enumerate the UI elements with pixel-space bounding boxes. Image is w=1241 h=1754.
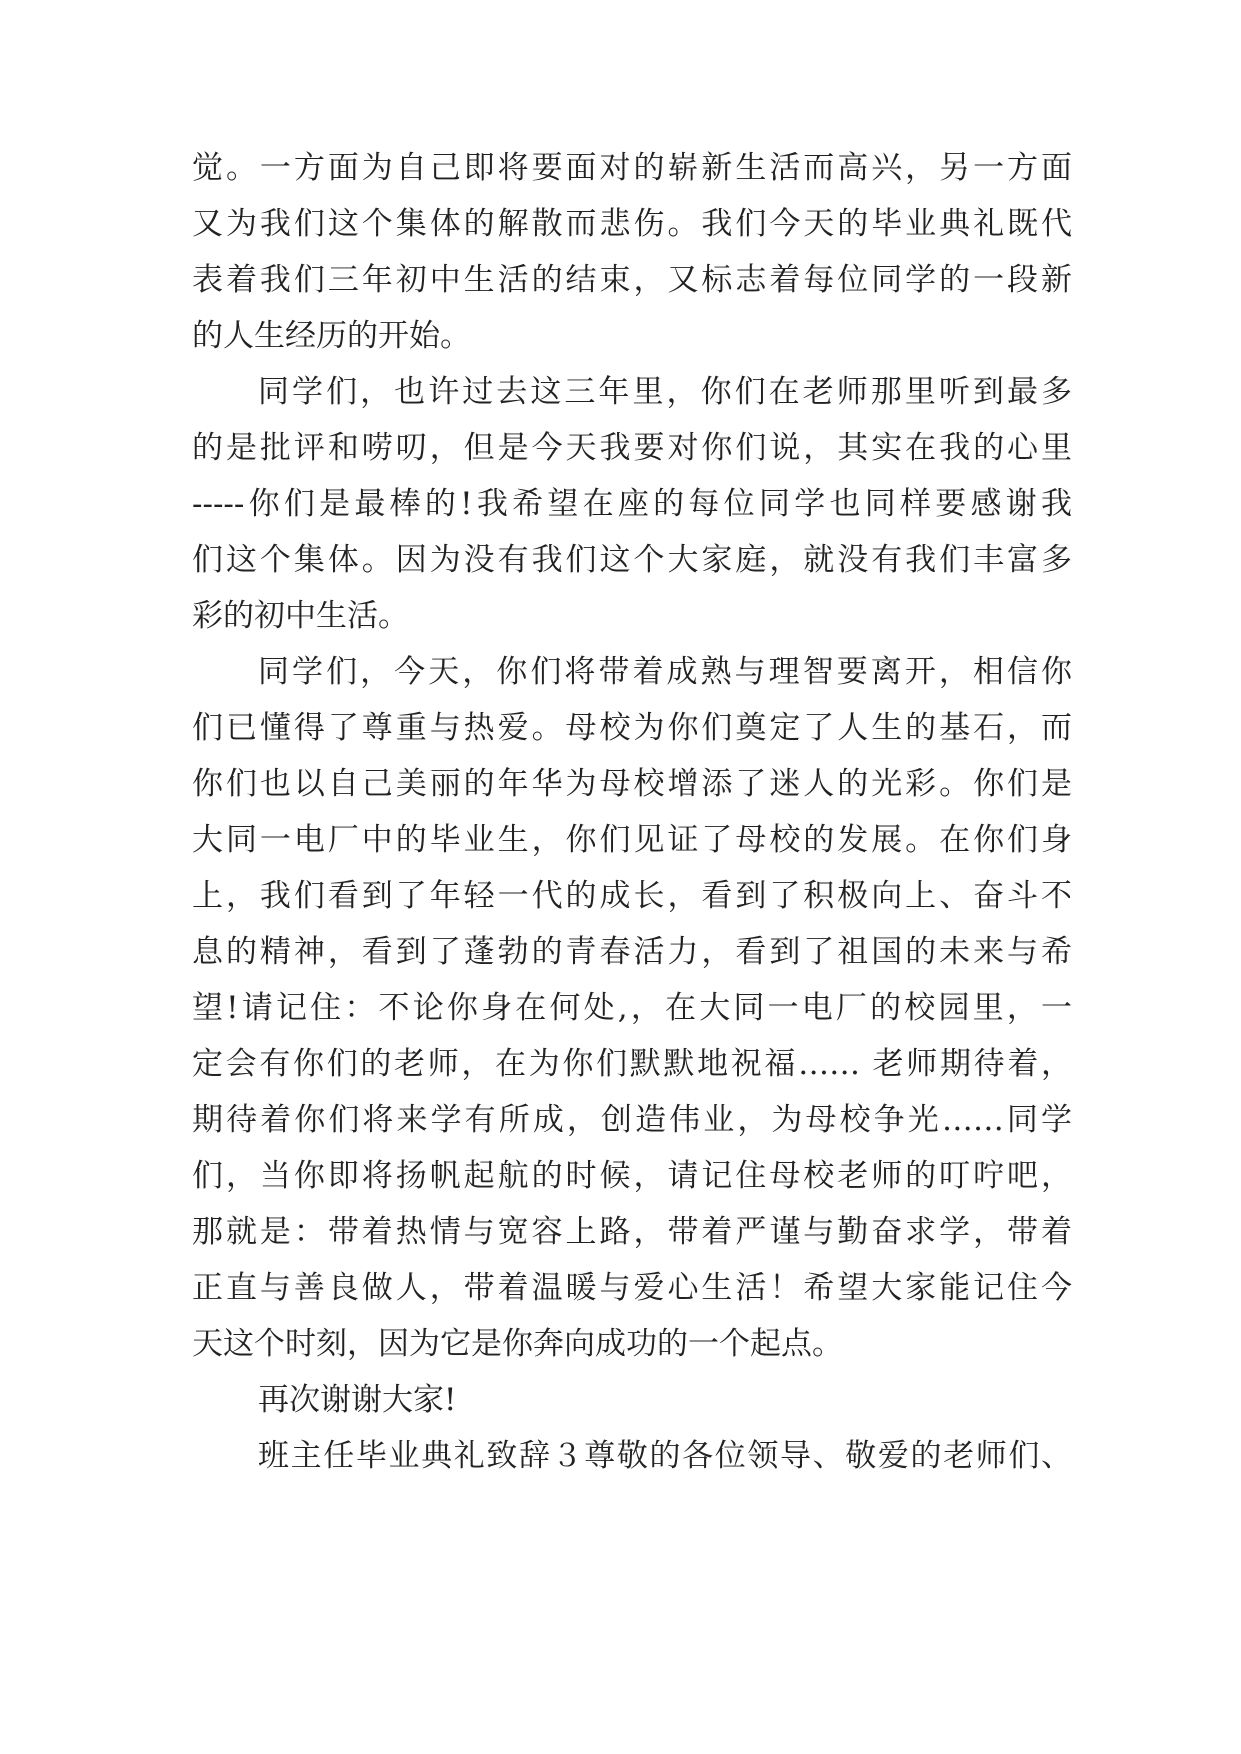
text-line: 们已懂得了尊重与热爱。母校为你们奠定了人生的基石，而 [192,710,1072,746]
text-line: 息的精神，看到了蓬勃的青春活力，看到了祖国的未来与希 [192,934,1072,970]
text-line: 望!请记住：不论你身在何处,，在大同一电厂的校园里，一 [192,990,1072,1026]
text-line: 那就是：带着热情与宽容上路，带着严谨与勤奋求学，带着 [192,1214,1072,1250]
text-line: 彩的初中生活。 [192,598,409,634]
text-line: 们，当你即将扬帆起航的时候，请记住母校老师的叮咛吧， [192,1158,1072,1194]
text-line: 觉。一方面为自己即将要面对的崭新生活而高兴，另一方面 [192,150,1072,186]
paragraph-first-line: 班主任毕业典礼致辞３尊敬的各位领导、敬爱的老师们、 [258,1438,1072,1474]
text-line: 上，我们看到了年轻一代的成长，看到了积极向上、奋斗不 [192,878,1072,914]
text-line: 定会有你们的老师，在为你们默默地祝福…… 老师期待着， [192,1046,1072,1082]
text-line: 的是批评和唠叨，但是今天我要对你们说，其实在我的心里 [192,430,1072,466]
text-line: 期待着你们将来学有所成，创造伟业，为母校争光……同学 [192,1102,1072,1138]
text-line: 又为我们这个集体的解散而悲伤。我们今天的毕业典礼既代 [192,206,1072,242]
text-line: -----你们是最棒的!我希望在座的每位同学也同样要感谢我 [192,486,1072,522]
paragraph-first-line: 再次谢谢大家! [258,1382,457,1418]
paragraph-first-line: 同学们，也许过去这三年里，你们在老师那里听到最多 [258,374,1072,410]
text-line: 表着我们三年初中生活的结束，又标志着每位同学的一段新 [192,262,1072,298]
text-line: 你们也以自己美丽的年华为母校增添了迷人的光彩。你们是 [192,766,1072,802]
text-line: 们这个集体。因为没有我们这个大家庭，就没有我们丰富多 [192,542,1072,578]
text-line: 的人生经历的开始。 [192,318,471,354]
text-line: 大同一电厂中的毕业生，你们见证了母校的发展。在你们身 [192,822,1072,858]
paragraph-first-line: 同学们，今天，你们将带着成熟与理智要离开，相信你 [258,654,1072,690]
text-line: 天这个时刻，因为它是你奔向成功的一个起点。 [192,1326,843,1362]
text-line: 正直与善良做人，带着温暖与爱心生活！希望大家能记住今 [192,1270,1072,1306]
